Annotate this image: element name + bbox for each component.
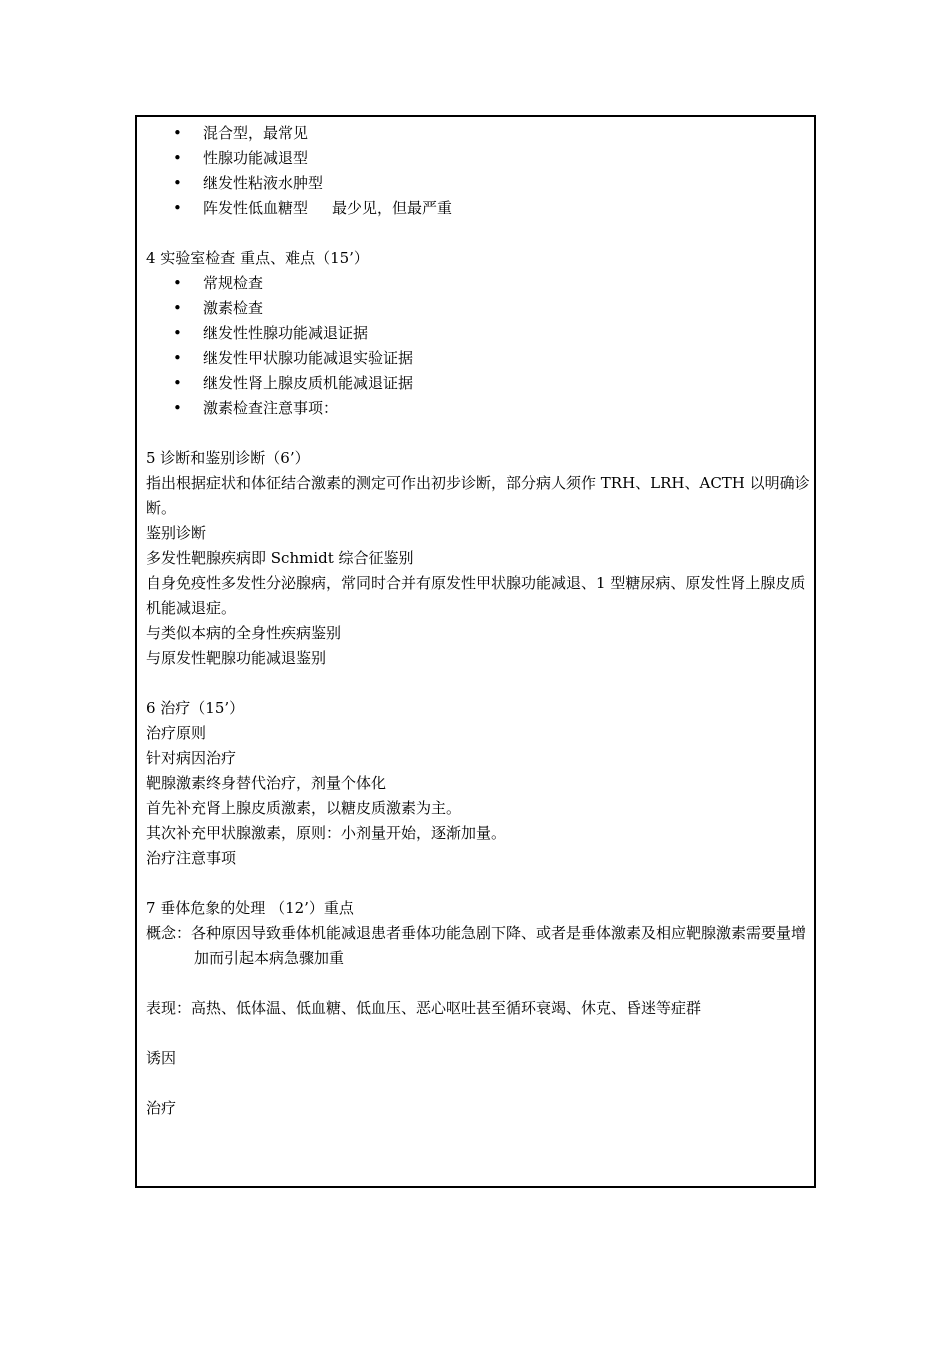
concept-paragraph: 概念：各种原因导致垂体机能减退患者垂体功能急剧下降、或者是垂体激素及相应靶腺激素需要量增加而引起本病急骤加重 — [146, 924, 807, 967]
document-frame — [135, 115, 816, 1188]
bullet-icon: • — [173, 324, 182, 342]
text-line: 与类似本病的全身性疾病鉴别 — [146, 624, 342, 642]
section-heading-lab-tests: 4 实验室检查 重点、难点（15’） — [146, 249, 369, 267]
bullet-icon: • — [173, 374, 182, 392]
list-item-note: 最少见，但最严重 — [332, 199, 453, 217]
section-heading-diagnosis: 5 诊断和鉴别诊断（6’） — [146, 449, 310, 467]
bullet-icon: • — [173, 149, 182, 167]
bullet-icon: • — [173, 349, 182, 367]
document-content — [146, 121, 810, 1121]
list-item: • 常规检查 — [146, 271, 810, 296]
list-item: • 混合型，最常见 — [146, 121, 810, 146]
text-line: 治疗原则 — [146, 724, 207, 742]
text-line: 靶腺激素终身替代治疗，剂量个体化 — [146, 774, 387, 792]
list-item: • 继发性甲状腺功能减退实验证据 — [146, 346, 810, 371]
list-item: • 继发性肾上腺皮质机能减退证据 — [146, 371, 810, 396]
list-item: • 继发性性腺功能减退证据 — [146, 321, 810, 346]
text-line: 治疗注意事项 — [146, 849, 237, 867]
text-line: 针对病因治疗 — [146, 749, 237, 767]
section-heading-pituitary-crisis: 7 垂体危象的处理 （12’）重点 — [146, 899, 354, 917]
list-item: • 激素检查 — [146, 296, 810, 321]
bullet-icon: • — [173, 174, 182, 192]
bullet-icon: • — [173, 399, 182, 417]
bullet-icon: • — [173, 274, 182, 292]
text-line: 鉴别诊断 — [146, 524, 207, 542]
text-line: 多发性靶腺疾病即 Schmidt 综合征鉴别 — [146, 549, 414, 567]
list-item: • 性腺功能减退型 — [146, 146, 810, 171]
bullet-icon: • — [173, 299, 182, 317]
bullet-icon: • — [173, 124, 182, 142]
text-line: 其次补充甲状腺激素，原则：小剂量开始，逐渐加量。 — [146, 824, 507, 842]
paragraph: 自身免疫性多发性分泌腺病，常同时合并有原发性甲状腺功能减退、1 型糖尿病、原发性肾上腺皮质机能减退症。 — [146, 574, 806, 617]
list-item: • 阵发性低血糖型 最少见，但最严重 — [146, 196, 810, 221]
paragraph: 指出根据症状和体征结合激素的测定可作出初步诊断，部分病人须作 TRH、LRH、ACTH 以明确诊断。 — [146, 474, 810, 517]
section-heading-treatment: 6 治疗（15’） — [146, 699, 245, 717]
list-item: • 继发性粘液水肿型 — [146, 171, 810, 196]
text-line: 治疗 — [146, 1099, 177, 1117]
text-line: 首先补充肾上腺皮质激素，以糖皮质激素为主。 — [146, 799, 462, 817]
list-item: • 激素检查注意事项： — [146, 396, 810, 421]
text-line: 诱因 — [146, 1049, 177, 1067]
text-line: 表现：高热、低体温、低血糖、低血压、恶心呕吐甚至循环衰竭、休克、昏迷等症群 — [146, 999, 702, 1017]
bullet-icon: • — [173, 199, 182, 217]
text-line: 与原发性靶腺功能减退鉴别 — [146, 649, 327, 667]
